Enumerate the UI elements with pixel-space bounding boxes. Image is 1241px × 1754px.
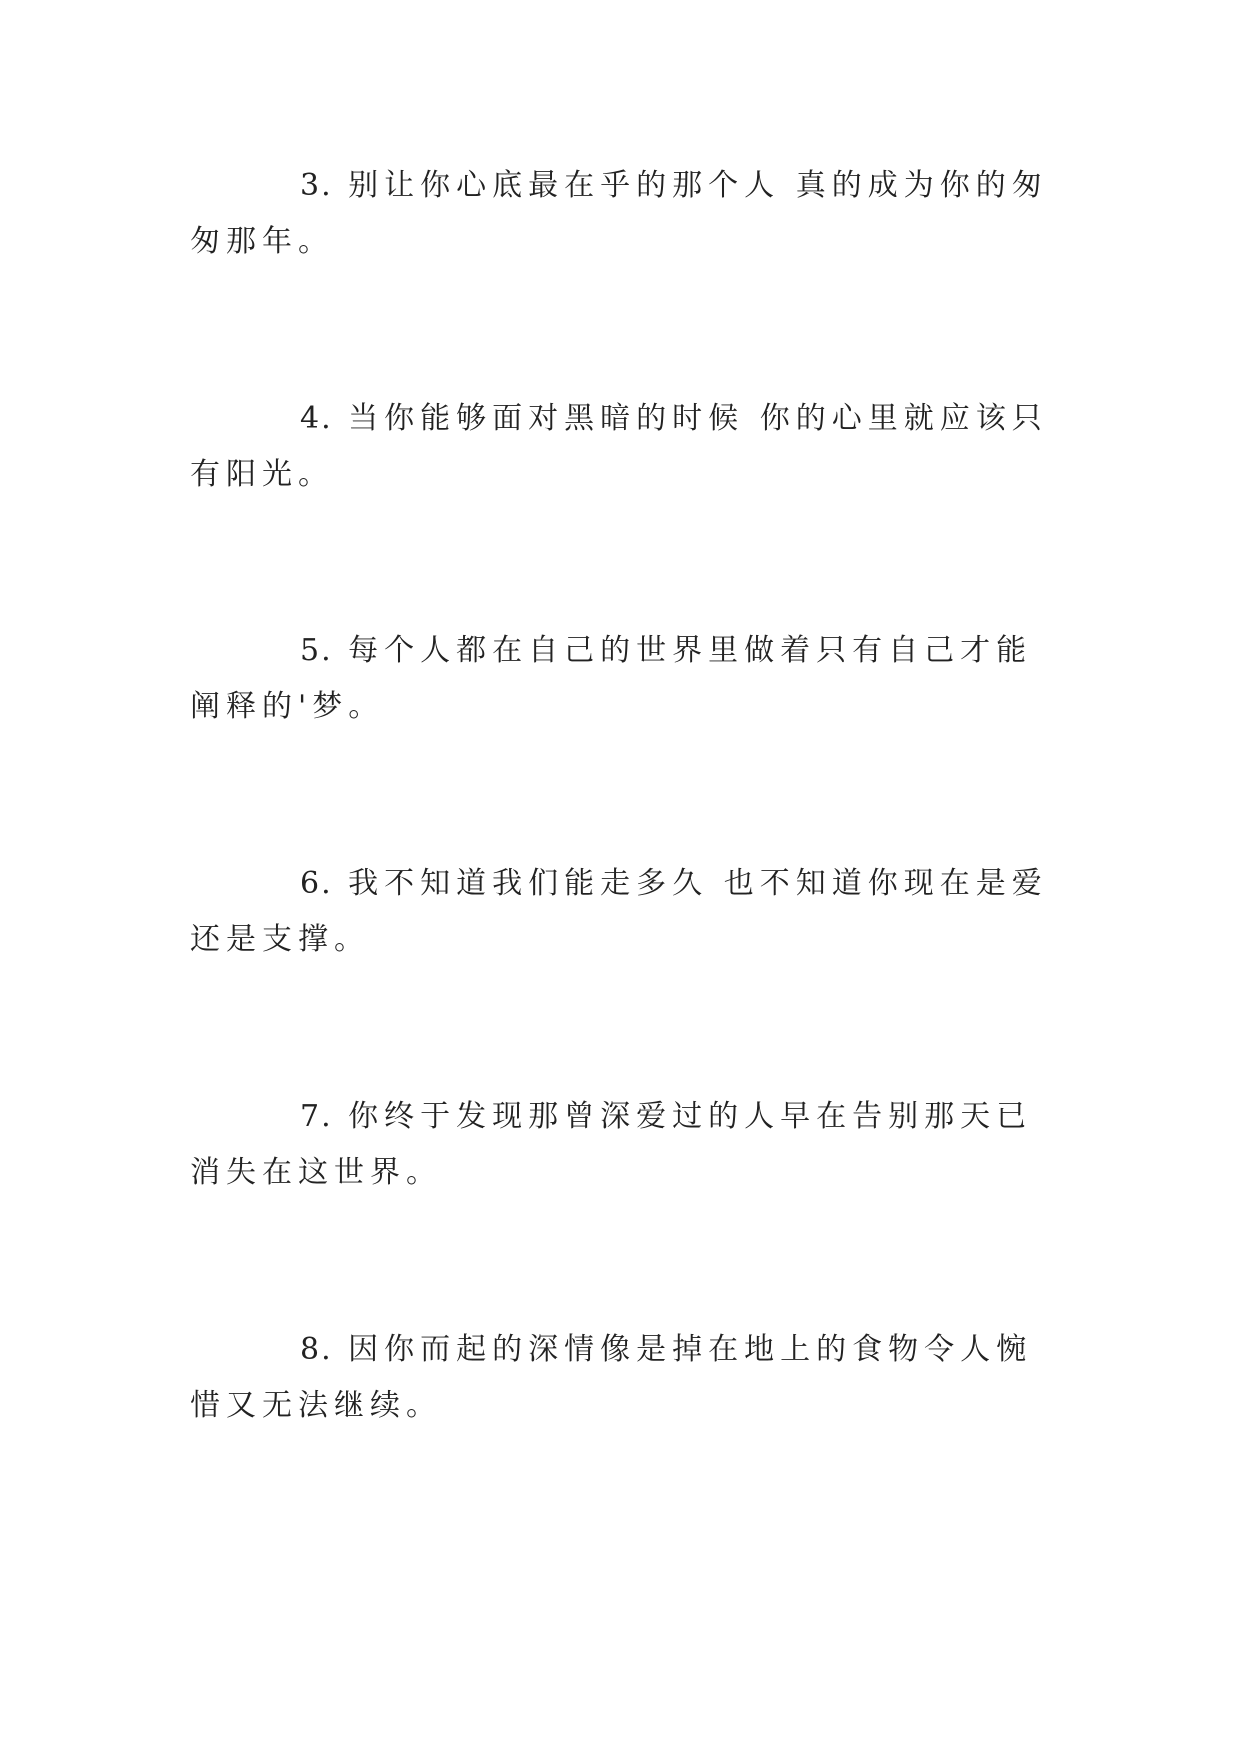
paragraph-number: 6. xyxy=(300,866,333,901)
paragraph-text: 每个人都在自己的世界里做着只有自己才能阐释的'梦。 xyxy=(190,633,1033,724)
paragraph-number: 3. xyxy=(300,168,333,203)
paragraph-3 xyxy=(190,158,1050,270)
paragraph-number: 7. xyxy=(300,1099,333,1134)
paragraph-number: 5. xyxy=(300,633,333,668)
paragraph-number: 4. xyxy=(300,401,333,436)
paragraph-text: 因你而起的深情像是掉在地上的食物令人惋惜又无法继续。 xyxy=(190,1332,1033,1423)
paragraph-number: 8. xyxy=(300,1332,333,1367)
paragraph-text: 你终于发现那曾深爱过的人早在告别那天已消失在这世界。 xyxy=(190,1099,1033,1190)
paragraph-8 xyxy=(190,1322,1050,1434)
paragraph-text: 我不知道我们能走多久 也不知道你现在是爱还是支撑。 xyxy=(190,866,1048,957)
paragraph-5 xyxy=(190,623,1050,735)
paragraph-text: 别让你心底最在乎的那个人 真的成为你的匆匆那年。 xyxy=(190,168,1048,259)
paragraph-7 xyxy=(190,1089,1050,1201)
paragraph-6 xyxy=(190,856,1050,968)
paragraph-text: 当你能够面对黑暗的时候 你的心里就应该只有阳光。 xyxy=(190,401,1048,492)
paragraph-4 xyxy=(190,391,1050,503)
